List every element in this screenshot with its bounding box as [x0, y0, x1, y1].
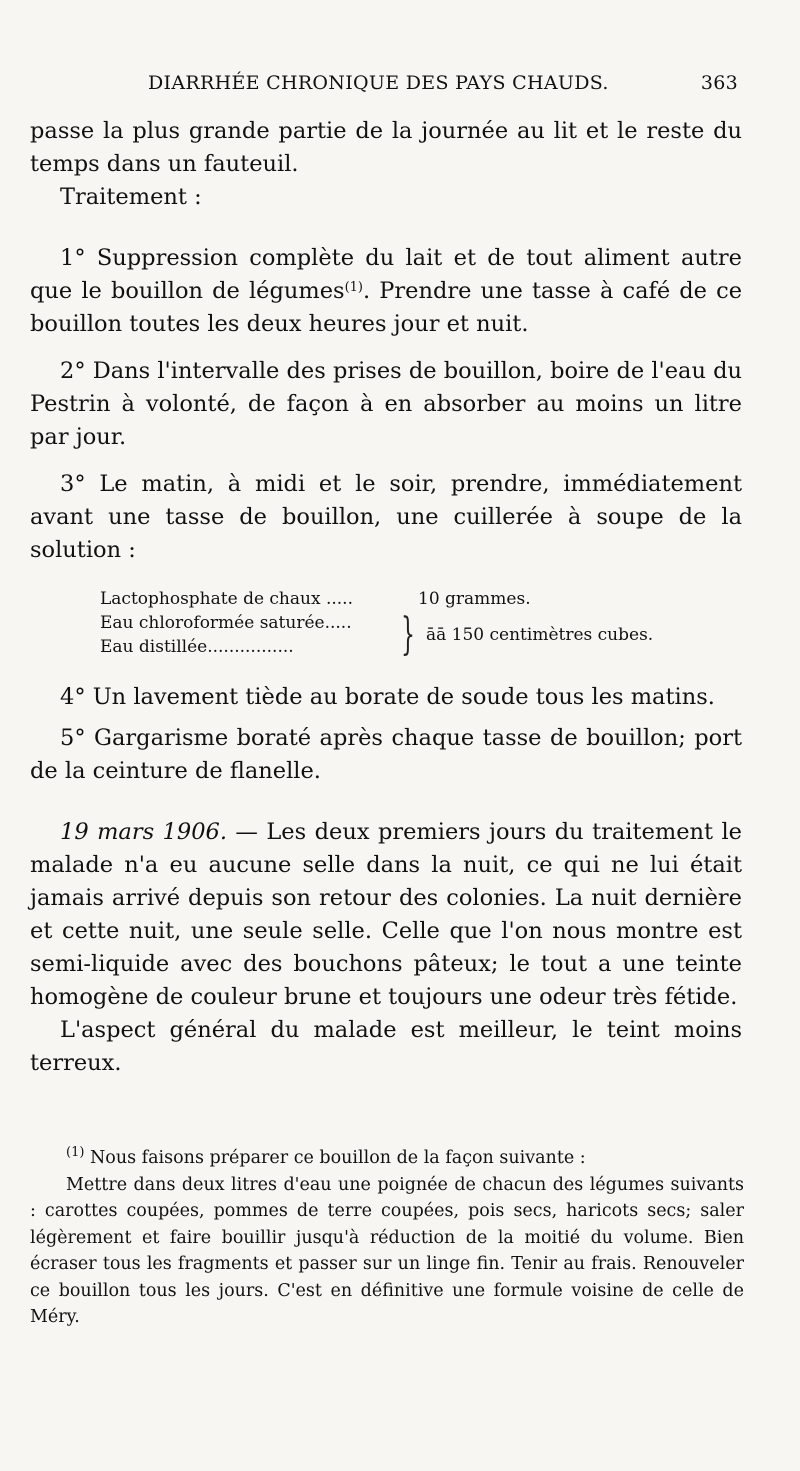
group-quantity: āā 150 centimètres cubes.	[426, 625, 654, 645]
entry-text: — Les deux premiers jours du traitement le malade n'a eu aucune selle dans la nuit, ce qui ne lui était jamais arrivé depuis son retour des colonies. La nuit dernière et cette nuit, une seule selle. Celle que l'on nous montre est semi-liquide avec des bouchons pâteux; le tout a une teinte homogène de couleur brune et toujours une odeur très fétide.	[30, 819, 742, 1010]
running-title: DIARRHÉE CHRONIQUE DES PAYS CHAUDS.	[148, 72, 609, 94]
footnote-marker: (1)	[66, 1145, 85, 1160]
footnote-section	[30, 1145, 744, 1331]
prescription-group	[100, 611, 742, 659]
brace-glyph: }	[401, 609, 415, 660]
treatment-heading: Traitement :	[60, 184, 202, 210]
treatment-item-3: 3° Le matin, à midi et le soir, prendre, immédiatement avant une tasse de bouillon, une cuillerée à soupe de la solution :	[30, 471, 742, 563]
ingredient-name: Lactophosphate de chaux .....	[100, 589, 353, 609]
footnote-intro-text: Nous faisons préparer ce bouillon de la façon suivante :	[84, 1148, 586, 1168]
treatment-item-2: 2° Dans l'intervalle des prises de bouillon, boire de l'eau du Pestrin à volonté, de façon à en absorber au moins un litre par jour.	[30, 358, 742, 450]
page-number: 363	[700, 72, 738, 94]
paragraph-continued: passe la plus grande partie de la journée au lit et le reste du temps dans un fauteuil.	[30, 118, 742, 177]
page-header	[148, 72, 738, 102]
ingredient-quantity: 10 grammes.	[418, 589, 531, 609]
entry-date: 19 mars 1906.	[60, 819, 227, 845]
item-1-continuation: . Prendre une tasse à café de ce bouillon toutes les deux heures jour et nuit.	[30, 278, 743, 337]
prescription-group-names	[100, 611, 400, 659]
ingredient-name: Eau chloroformée saturée.....	[100, 613, 352, 633]
prescription	[100, 587, 742, 659]
treatment-item-1	[30, 242, 742, 341]
treatment-item-4: 4° Un lavement tiède au borate de soude tous les matins.	[60, 684, 715, 710]
dated-entry	[30, 816, 742, 1014]
closing-paragraph: L'aspect général du malade est meilleur, le teint moins terreux.	[30, 1017, 742, 1076]
footnote-body: Mettre dans deux litres d'eau une poignée de chacun des légumes suivants : carottes coupées, pommes de terre coupées, pois secs, haricots secs; saler légèrement et faire bouillir jusqu'à réduction de la moitié du volume. Bien écraser tous les fragments et passer sur un linge fin. Tenir au frais. Renouveler ce bouillon tous les jours. C'est en définitive une formule voisine de celle de Méry.	[30, 1174, 744, 1327]
ingredient-name: Eau distillée................	[100, 637, 294, 657]
footnote-intro	[30, 1145, 744, 1172]
footnote-reference: (1)	[344, 280, 363, 295]
item-1-text: 1° Suppression complète du lait et de tout aliment autre que le bouillon de légumes	[30, 245, 742, 304]
treatment-item-5: 5° Gargarisme boraté après chaque tasse de bouillon; port de la ceinture de flanelle.	[30, 725, 742, 784]
main-text	[30, 115, 742, 1080]
prescription-line	[100, 587, 742, 611]
